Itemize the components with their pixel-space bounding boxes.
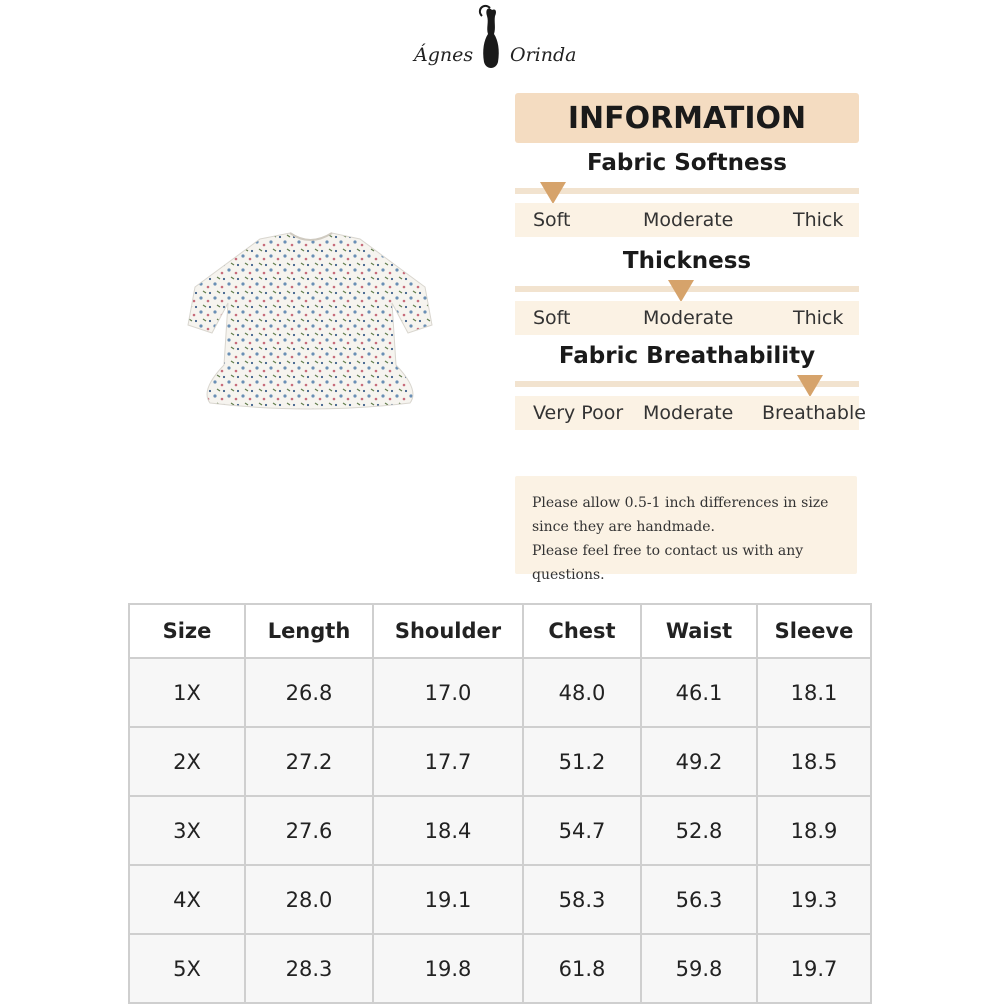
scale-label: Thick [793,209,844,231]
table-cell: 5X [129,934,245,1003]
table-cell: 19.1 [373,865,523,934]
table-cell: 18.1 [757,658,871,727]
table-cell: 48.0 [523,658,641,727]
brand-name-left: Ágnes [414,44,474,66]
size-note [515,476,857,583]
table-cell: 51.2 [523,727,641,796]
table-cell: 61.8 [523,934,641,1003]
thickness-scale [515,301,859,335]
table-cell: 17.7 [373,727,523,796]
header-shoulder: Shoulder [373,604,523,658]
scale-label: Soft [533,209,571,231]
size-chart-table [128,603,872,1004]
fabric-softness-bar [515,188,859,194]
table-cell: 46.1 [641,658,757,727]
scale-label: Very Poor [533,402,624,424]
scale-label: Breathable [762,402,866,424]
header-waist: Waist [641,604,757,658]
brand-name-right: Orinda [510,44,577,66]
header-sleeve: Sleeve [757,604,871,658]
table-cell: 59.8 [641,934,757,1003]
floral-blouse-image [170,225,450,415]
scale-label: Moderate [643,402,734,424]
header-chest: Chest [523,604,641,658]
table-cell: 18.4 [373,796,523,865]
table-cell: 2X [129,727,245,796]
scale-label: Thick [793,307,844,329]
fabric-softness-scale [515,203,859,237]
fabric-breathability-pointer [797,375,823,397]
table-cell: 28.0 [245,865,373,934]
table-cell: 1X [129,658,245,727]
table-cell: 19.3 [757,865,871,934]
table-row [129,865,871,934]
table-cell: 18.5 [757,727,871,796]
table-cell: 58.3 [523,865,641,934]
thickness-title: Thickness [622,248,752,274]
table-cell: 49.2 [641,727,757,796]
table-cell: 26.8 [245,658,373,727]
table-cell: 56.3 [641,865,757,934]
fabric-breathability-title: Fabric Breathability [558,343,816,369]
table-cell: 17.0 [373,658,523,727]
table-cell: 3X [129,796,245,865]
fabric-softness-pointer [540,182,566,204]
note-line: since they are handmade. [532,519,715,535]
table-cell: 18.9 [757,796,871,865]
table-cell: 19.7 [757,934,871,1003]
table-cell: 54.7 [523,796,641,865]
table-cell: 19.8 [373,934,523,1003]
scale-label: Soft [533,307,571,329]
table-row [129,934,871,1003]
information-header: INFORMATION [515,93,859,143]
note-line: Please allow 0.5-1 inch differences in size [532,495,829,511]
fabric-breathability-scale [515,396,866,430]
header-size: Size [129,604,245,658]
header-length: Length [245,604,373,658]
table-cell: 28.3 [245,934,373,1003]
table-cell: 52.8 [641,796,757,865]
table-cell: 27.2 [245,727,373,796]
table-cell: 27.6 [245,796,373,865]
note-line: Please feel free to contact us with any questions. [532,543,804,583]
scale-label: Moderate [643,307,734,329]
thickness-pointer [668,280,694,302]
scale-label: Moderate [643,209,734,231]
table-cell: 4X [129,865,245,934]
table-row [129,727,871,796]
table-header-row [129,604,871,658]
fabric-softness-title: Fabric Softness [587,150,787,176]
table-row [129,658,871,727]
table-row [129,796,871,865]
